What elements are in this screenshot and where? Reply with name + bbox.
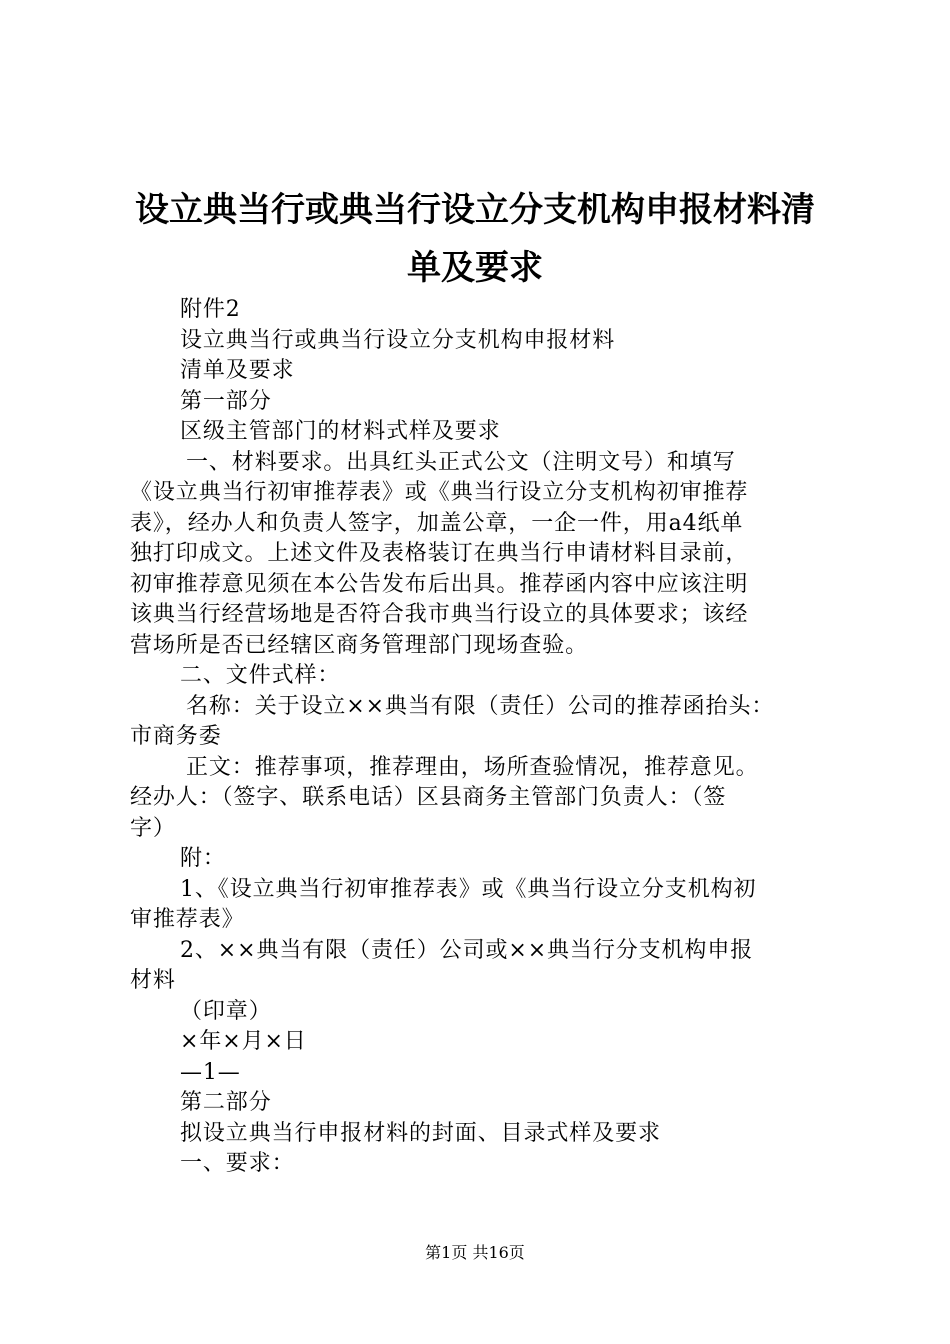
- document-title-line-1: 设立典当行或典当行设立分支机构申报材料清: [135, 190, 815, 230]
- page-footer: 第1页 共16页: [425, 1243, 525, 1262]
- section-subheading: 拟设立典当行申报材料的封面、目录式样及要求: [180, 1120, 661, 1146]
- inner-page-number: —1—: [180, 1059, 241, 1085]
- paragraph-line: 字）: [130, 815, 176, 841]
- appendix-label: 附：: [180, 846, 226, 871]
- paragraph-line: 经办人：（签字、联系电话）区县商务主管部门负责人：（签: [130, 785, 727, 810]
- list-item-continuation: 材料: [130, 968, 176, 993]
- paragraph-line: 表》，经办人和负责人签字，加盖公章，一企一件，用a4纸单: [130, 510, 744, 536]
- paragraph-line: 初审推荐意见须在本公告发布后出具。推荐函内容中应该注明: [130, 571, 749, 597]
- section-subheading: 区级主管部门的材料式样及要求: [180, 419, 501, 444]
- paragraph-line: 一、材料要求。出具红头正式公文（注明文号）和填写: [186, 449, 736, 475]
- section-heading-part-1: 第一部分: [180, 388, 272, 414]
- item-heading: 二、文件式样：: [180, 663, 341, 688]
- paragraph-line: 市商务委: [130, 724, 222, 749]
- subtitle-line-2: 清单及要求: [180, 358, 295, 383]
- document-title-line-2: 单及要求: [407, 248, 543, 288]
- paragraph-line: 独打印成文。上述文件及表格装订在典当行申请材料目录前，: [130, 541, 749, 566]
- document-body: [130, 295, 835, 1180]
- paragraph-line: 该典当行经营场地是否符合我市典当行设立的具体要求；该经: [130, 602, 749, 627]
- attachment-label: 附件2: [180, 297, 241, 322]
- list-item: 1、《设立典当行初审推荐表》或《典当行设立分支机构初: [180, 876, 757, 902]
- seal-placeholder: （印章）: [180, 998, 272, 1024]
- date-placeholder: ×年×月×日: [180, 1029, 307, 1054]
- paragraph-line: 《设立典当行初审推荐表》或《典当行设立分支机构初审推荐: [130, 480, 749, 505]
- subtitle-line-1: 设立典当行或典当行设立分支机构申报材料: [180, 327, 616, 353]
- section-heading-part-2: 第二部分: [180, 1090, 272, 1115]
- paragraph-line: 正文：推荐事项，推荐理由，场所查验情况，推荐意见。: [186, 754, 759, 780]
- list-item-continuation: 审推荐表》: [130, 907, 245, 932]
- paragraph-line: 名称：关于设立××典当有限（责任）公司的推荐函抬头：: [186, 693, 775, 719]
- item-heading: 一、要求：: [180, 1151, 295, 1176]
- paragraph-line: 营场所是否已经辖区商务管理部门现场查验。: [130, 632, 589, 658]
- list-item: 2、××典当有限（责任）公司或××典当行分支机构申报: [180, 937, 754, 963]
